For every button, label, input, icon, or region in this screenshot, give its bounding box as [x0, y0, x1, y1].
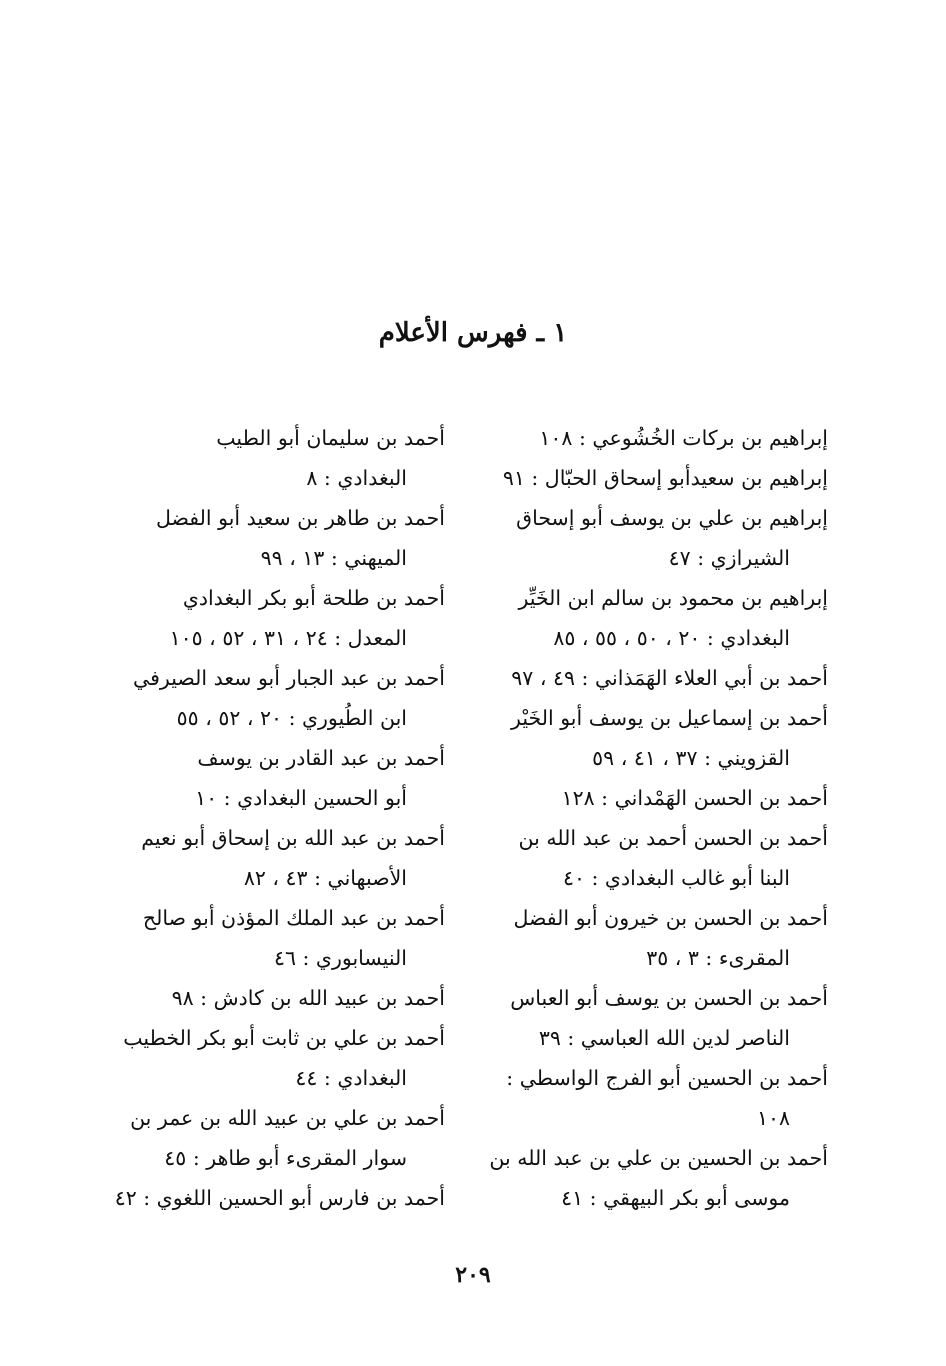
entry-name: أحمد بن الحسين بن علي بن عبد الله بن [489, 1146, 828, 1170]
page-number: ٢٠٩ [455, 1262, 491, 1288]
entry-name: أحمد بن سليمان أبو الطيب [216, 426, 445, 450]
index-entry [478, 698, 828, 778]
index-entry [95, 1018, 445, 1098]
entry-continuation: الناصر لدين الله العباسي : ٣٩ [538, 1026, 790, 1050]
index-entry [478, 898, 828, 978]
entry-name: أحمد بن عبد الملك المؤذن أبو صالح [142, 906, 445, 930]
entry-continuation: الشيرازي : ٤٧ [668, 546, 790, 570]
entry-name: أحمد بن عبد القادر بن يوسف [197, 746, 445, 770]
entry-name: إبراهيم بن علي بن يوسف أبو إسحاق [516, 506, 828, 530]
entry-continuation: القزويني : ٣٧ ، ٤١ ، ٥٩ [592, 746, 790, 770]
index-entry [478, 1138, 828, 1218]
entry-name: أحمد بن فارس أبو الحسين اللغوي : ٤٢ [114, 1186, 445, 1210]
entry-name: أحمد بن عبيد الله بن كادش : ٩٨ [171, 986, 445, 1010]
index-entry [95, 658, 445, 738]
index-entry [95, 738, 445, 818]
index-entry [478, 818, 828, 898]
entry-continuation: المعدل : ٢٤ ، ٣١ ، ٥٢ ، ١٠٥ [169, 626, 407, 650]
entry-continuation: المقرىء : ٣ ، ٣٥ [646, 946, 790, 970]
entry-continuation: ١٠٨ [756, 1106, 790, 1130]
entry-name: إبراهيم بن بركات الخُشُوعي : ١٠٨ [539, 426, 828, 450]
index-entry [478, 578, 828, 658]
index-entry [95, 1098, 445, 1178]
entry-name: أحمد بن علي بن ثابت أبو بكر الخطيب [123, 1026, 445, 1050]
entry-continuation: البغدادي : ٨ [306, 466, 407, 490]
entry-continuation: البنا أبو غالب البغدادي : ٤٠ [562, 866, 790, 890]
index-column-left [95, 418, 445, 1218]
entry-name: إبراهيم بن محمود بن سالم ابن الخَيِّر [518, 586, 828, 610]
entry-name: أحمد بن الحسن بن خيرون أبو الفضل [513, 906, 828, 930]
entry-name: أحمد بن الحسن الهَمْداني : ١٢٨ [561, 786, 828, 810]
entry-continuation: النيسابوري : ٤٦ [273, 946, 407, 970]
entry-name: إبراهيم بن سعيدأبو إسحاق الحبّال : ٩١ [502, 466, 828, 490]
index-entry [95, 1178, 445, 1218]
index-column-right [478, 418, 828, 1218]
index-entry [95, 578, 445, 658]
index-entry [95, 818, 445, 898]
entry-name: أحمد بن إسماعيل بن يوسف أبو الخَيْر [511, 706, 828, 730]
index-entry [478, 778, 828, 818]
index-entry [95, 418, 445, 498]
entry-continuation: الأصبهاني : ٤٣ ، ٨٢ [243, 866, 407, 890]
entry-name: أحمد بن الحسين أبو الفرج الواسطي : [506, 1066, 828, 1090]
index-entry [478, 498, 828, 578]
entry-name: أحمد بن طاهر بن سعيد أبو الفضل [155, 506, 445, 530]
entry-continuation: البغدادي : ٢٠ ، ٥٠ ، ٥٥ ، ٨٥ [553, 626, 790, 650]
entry-continuation: أبو الحسين البغدادي : ١٠ [195, 786, 407, 810]
entry-continuation: موسى أبو بكر البيهقي : ٤١ [561, 1186, 790, 1210]
entry-continuation: البغدادي : ٤٤ [295, 1066, 407, 1090]
index-entry [478, 658, 828, 698]
index-entry [478, 418, 828, 458]
index-entry [478, 458, 828, 498]
entry-name: أحمد بن عبد الله بن إسحاق أبو نعيم [141, 826, 445, 850]
entry-name: أحمد بن الحسن بن يوسف أبو العباس [510, 986, 828, 1010]
entry-name: أحمد بن علي بن عبيد الله بن عمر بن [130, 1106, 445, 1130]
index-entry [95, 898, 445, 978]
index-entry [95, 498, 445, 578]
entry-continuation: سوار المقرىء أبو طاهر : ٤٥ [164, 1146, 407, 1170]
entry-name: أحمد بن عبد الجبار أبو سعد الصيرفي [133, 666, 445, 690]
entry-name: أحمد بن طلحة أبو بكر البغدادي [182, 586, 445, 610]
page-title: ١ ـ فهرس الأعلام [378, 318, 568, 348]
entry-name: أحمد بن الحسن أحمد بن عبد الله بن [518, 826, 828, 850]
index-entry [478, 1058, 828, 1138]
index-entry [478, 978, 828, 1058]
entry-name: أحمد بن أبي العلاء الهَمَذاني : ٤٩ ، ٩٧ [511, 666, 828, 690]
entry-continuation: ابن الطُيوري : ٢٠ ، ٥٢ ، ٥٥ [176, 706, 407, 730]
entry-continuation: الميهني : ١٣ ، ٩٩ [260, 546, 407, 570]
index-entry [95, 978, 445, 1018]
